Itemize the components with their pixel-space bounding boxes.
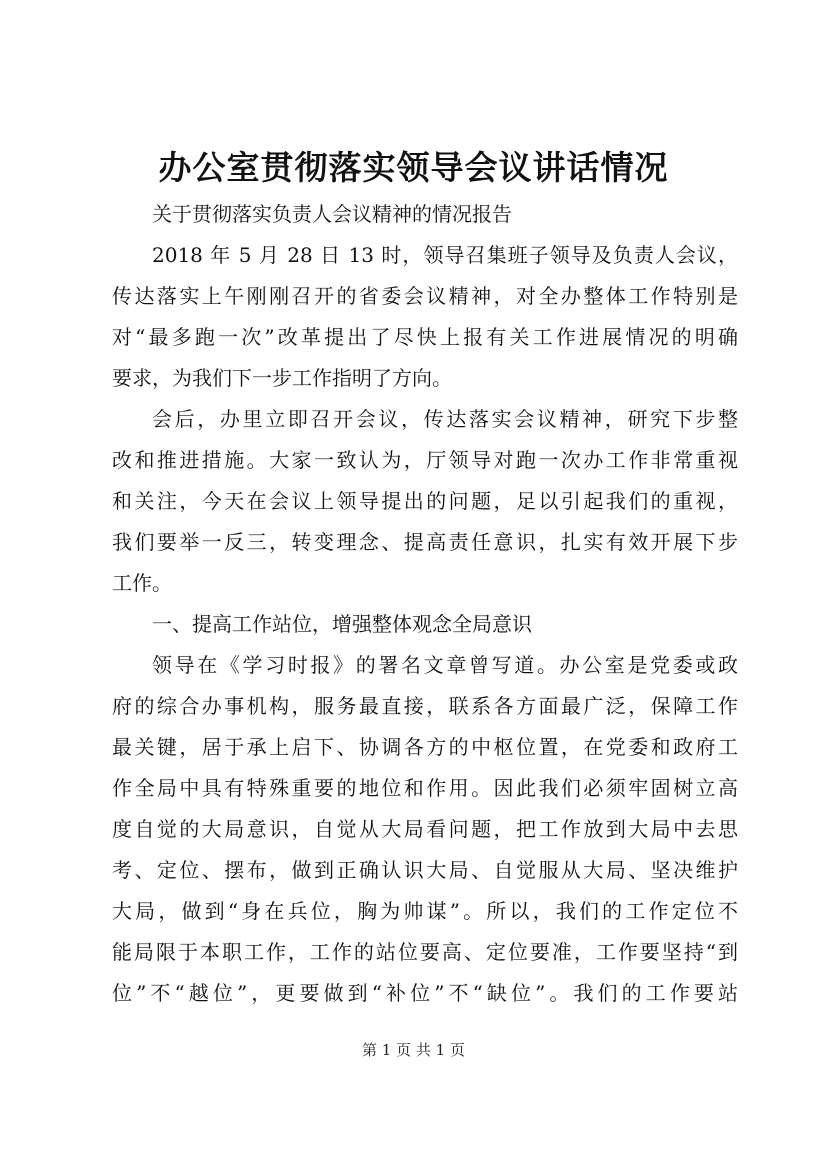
body-line: 能局限于本职工作，工作的站位要高、定位要准，工作要坚持“到 <box>112 940 738 964</box>
body-line: 传达落实上午刚刚召开的省委会议精神，对全办整体工作特别是 <box>112 284 738 308</box>
document-title: 办公室贯彻落实领导会议讲话情况 <box>158 148 669 187</box>
body-line: 2018 年 5 月 28 日 13 时，领导召集班子领导及负责人会议， <box>152 243 738 267</box>
body-line: 对“最多跑一次”改革提出了尽快上报有关工作进展情况的明确 <box>112 325 738 349</box>
body-line: 大局，做到“身在兵位，胸为帅谋”。所以，我们的工作定位不 <box>112 899 738 923</box>
body-line: 一、提高工作站位，增强整体观念全局意识 <box>152 612 532 636</box>
body-line: 度自觉的大局意识，自觉从大局看问题，把工作放到大局中去思 <box>112 817 738 841</box>
document-body <box>112 194 738 1014</box>
body-line: 会后，办里立即召开会议，传达落实会议精神，研究下步整 <box>152 407 738 431</box>
page-footer: 第 1 页 共 1 页 <box>362 1041 465 1059</box>
body-line: 考、定位、摆布，做到正确认识大局、自觉服从大局、坚决维护 <box>112 858 738 882</box>
body-line: 领导在《学习时报》的署名文章曾写道。办公室是党委或政 <box>152 653 738 677</box>
body-line: 作全局中具有特殊重要的地位和作用。因此我们必须牢固树立高 <box>112 776 738 800</box>
body-line: 和关注，今天在会议上领导提出的问题，足以引起我们的重视， <box>112 489 738 513</box>
body-line: 关于贯彻落实负责人会议精神的情况报告 <box>152 202 512 226</box>
body-line: 改和推进措施。大家一致认为，厅领导对跑一次办工作非常重视 <box>112 448 738 472</box>
body-line: 我们要举一反三，转变理念、提高责任意识，扎实有效开展下步 <box>112 530 738 554</box>
body-line: 位”不“越位”，更要做到“补位”不“缺位”。我们的工作要站 <box>112 981 738 1005</box>
body-line: 最关键，居于承上启下、协调各方的中枢位置，在党委和政府工 <box>112 735 738 759</box>
body-line: 要求，为我们下一步工作指明了方向。 <box>112 366 452 390</box>
body-line: 府的综合办事机构，服务最直接，联系各方面最广泛，保障工作 <box>112 694 738 718</box>
body-line: 工作。 <box>112 571 172 595</box>
